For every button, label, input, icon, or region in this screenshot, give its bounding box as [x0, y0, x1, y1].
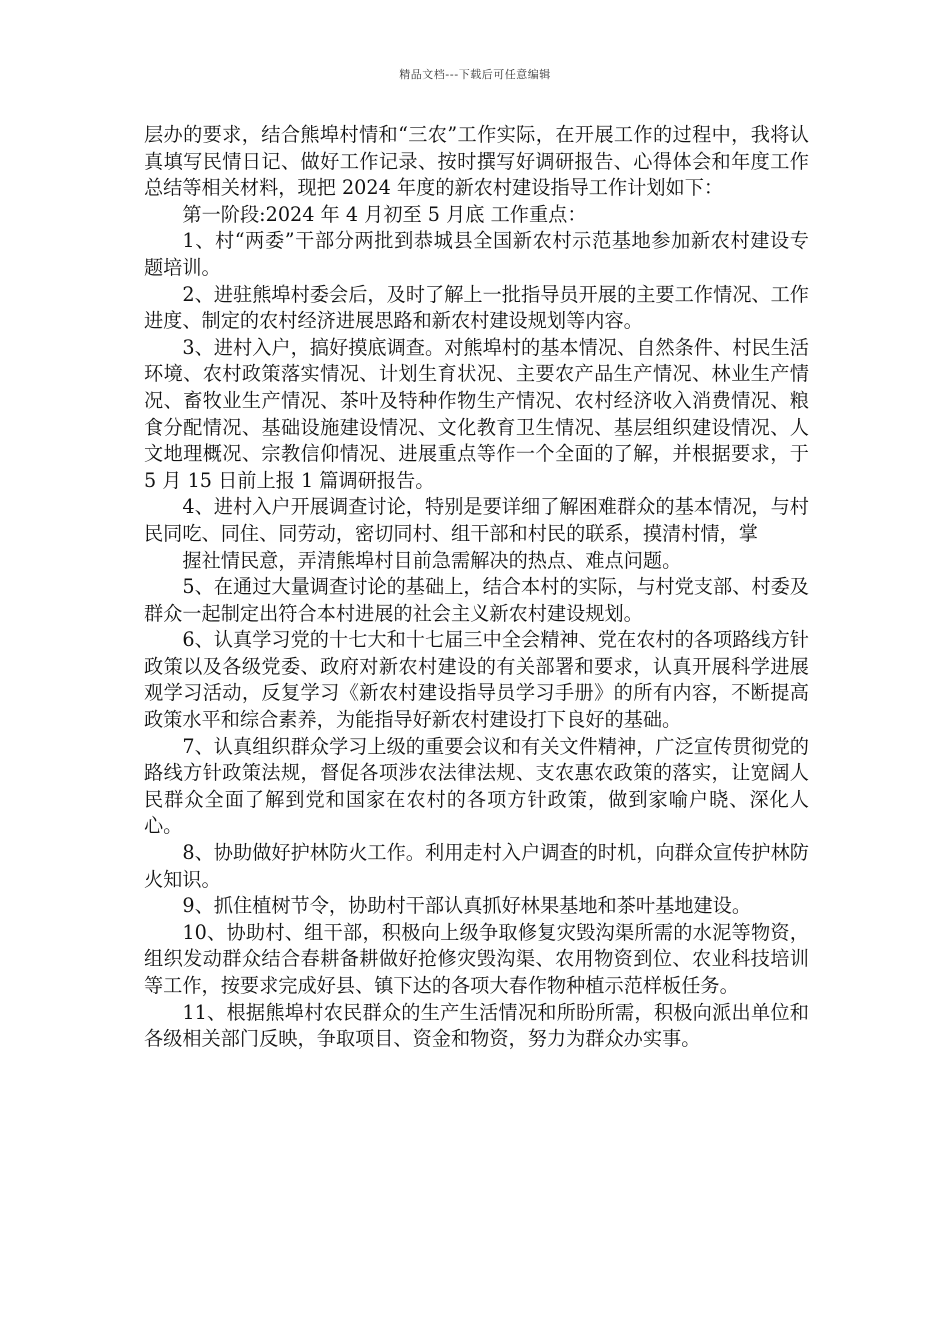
paragraph: 1、村“两委”干部分两批到恭城县全国新农村示范基地参加新农村建设专题培训。 [144, 229, 809, 279]
paragraph: 3、进村入户，搞好摸底调查。对熊埠村的基本情况、自然条件、村民生活环境、农村政策落实情况、计划生育状况、主要农产品生产情况、林业生产情况、畜牧业生产情况、茶叶及特种作物生产情况、农村经济收入消费情况、粮食分配情况、基础设施建设情况、文化教育卫生情况、基层组织建设情况、人文地理概况、宗教信仰情况、进展重点等作一个全面的了解，并根据要求，于 5 月 15 日前上报 1 篇调研报告。 [144, 335, 809, 492]
paragraph: 4、进村入户开展调查讨论，特别是要详细了解困难群众的基本情况，与村民同吃、同住、同劳动，密切同村、组干部和村民的联系，摸清村情，掌 [144, 495, 809, 545]
paragraph: 握社情民意，弄清熊埠村目前急需解决的热点、难点问题。 [182, 548, 682, 572]
paragraph: 7、认真组织群众学习上级的重要会议和有关文件精神，广泛宣传贯彻党的路线方针政策法规，督促各项涉农法律法规、支农惠农政策的落实，让宽阔人民群众全面了解到党和国家在农村的各项方针政策，做到家喻户晓、深化人心。 [144, 734, 809, 838]
paragraph: 10、协助村、组干部，积极向上级争取修复灾毁沟渠所需的水泥等物资，组织发动群众结合春耕备耕做好抢修灾毁沟渠、农用物资到位、农业科技培训等工作，按要求完成好县、镇下达的各项大春作物种植示范样板任务。 [144, 920, 809, 997]
paragraph: 层办的要求，结合熊埠村情和“三农”工作实际，在开展工作的过程中，我将认真填写民情日记、做好工作记录、按时撰写好调研报告、心得体会和年度工作总结等相关材料，现把 2024 年度的新农村建设指导工作计划如下： [144, 123, 809, 200]
paragraph: 2、进驻熊埠村委会后，及时了解上一批指导员开展的主要工作情况、工作进度、制定的农村经济进展思路和新农村建设规划等内容。 [144, 282, 809, 333]
paragraph: 第一阶段:2024 年 4 月初至 5 月底 工作重点： [182, 202, 587, 226]
document-body [144, 122, 809, 1053]
paragraph: 5、在通过大量调查讨论的基础上，结合本村的实际，与村党支部、村委及群众一起制定出符合本村进展的社会主义新农村建设规划。 [144, 575, 809, 625]
page-header: 精品文档---下载后可任意编辑 [399, 68, 551, 81]
paragraph: 9、抓住植树节令，协助村干部认真抓好林果基地和茶叶基地建设。 [182, 894, 752, 918]
paragraph: 6、认真学习党的十七大和十七届三中全会精神、党在农村的各项路线方针政策以及各级党委、政府对新农村建设的有关部署和要求，认真开展科学进展观学习活动，反复学习《新农村建设指导员学习手册》的所有内容，不断提高政策水平和综合素养，为能指导好新农村建设打下良好的基础。 [144, 628, 809, 732]
paragraph: 11、根据熊埠村农民群众的生产生活情况和所盼所需，积极向派出单位和各级相关部门反映，争取项目、资金和物资，努力为群众办实事。 [144, 1000, 809, 1051]
paragraph: 8、协助做好护林防火工作。利用走村入户调查的时机，向群众宣传护林防火知识。 [144, 841, 809, 891]
